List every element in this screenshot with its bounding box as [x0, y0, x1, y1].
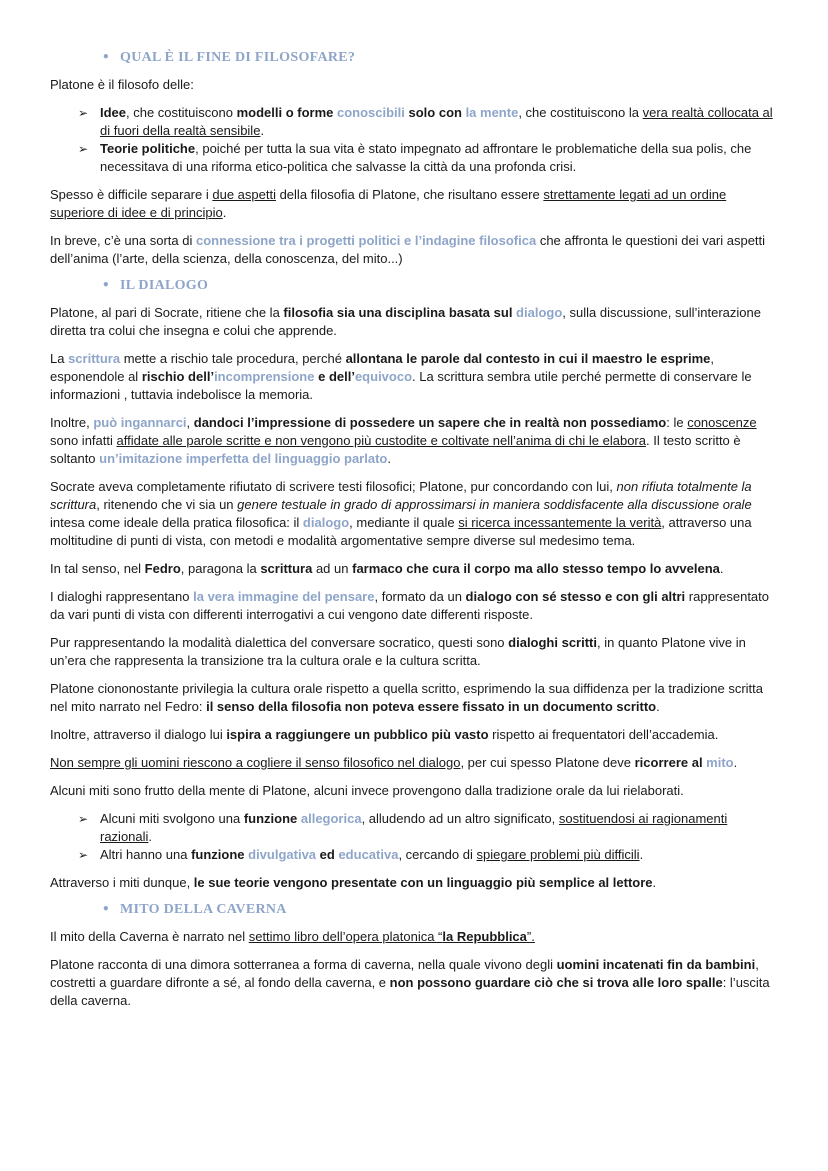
- text-run: connessione tra i progetti politici e l’indagine filosofica: [195, 233, 537, 248]
- text-run: ed: [316, 847, 339, 862]
- paragraph: Platone è il filosofo delle:: [50, 77, 194, 92]
- text-run: .: [652, 875, 657, 890]
- text-run: , cercando di: [398, 847, 477, 862]
- text-run: divulgativa: [248, 847, 317, 862]
- text-run: , in quanto Platone vive in un’era che rappresenta la transizione tra la cultura orale e la cultura scritta.: [50, 635, 746, 668]
- text-run: Inoltre,: [50, 415, 94, 430]
- list-item: [78, 140, 778, 176]
- section-heading: [50, 278, 778, 294]
- text-run: Platone ciononostante privilegia la cultura orale rispetto a quella scritto, esprimendo la sua diffidenza per la tradizione scritta nel mito narrato nel Fedro:: [50, 681, 763, 714]
- text-run: Platone, al pari di Socrate, ritiene che la: [50, 305, 284, 320]
- text-run: rischio dell’: [141, 369, 215, 384]
- text-run: . Il testo scritto è soltanto: [50, 433, 741, 466]
- text-run: della filosofia di Platone, che risultano essere: [275, 187, 544, 202]
- text-run: intesa come ideale della pratica filosofica: il: [50, 515, 303, 530]
- heading-text: MITO DELLA CAVERNA: [120, 902, 287, 917]
- text-run: il senso della filosofia non poteva essere fissato in un documento scritto: [206, 699, 657, 714]
- text-run: Alcuni miti svolgono una: [100, 811, 244, 826]
- text-run: affidate alle parole scritte e non vengono più custodite e coltivate nell’anima di chi le elabora: [116, 433, 646, 448]
- bullet-icon: •: [102, 50, 110, 64]
- text-run: rappresentato da vari punti di vista con differenti interrogativi a cui vengono date differenti risposte.: [50, 589, 770, 622]
- bullet-icon: •: [102, 278, 110, 292]
- paragraph: [50, 680, 778, 716]
- text-run: la mente: [465, 105, 519, 120]
- text-run: .: [387, 451, 391, 466]
- text-run: ”.: [526, 929, 535, 944]
- section-heading: [50, 902, 778, 918]
- paragraph: [50, 754, 778, 772]
- text-run: e dell’: [314, 369, 355, 384]
- paragraph: [50, 350, 778, 404]
- text-run: .: [148, 829, 153, 844]
- text-run: Platone racconta di una dimora sotterranea a forma di caverna, nella quale vivono degli: [50, 957, 557, 972]
- text-run: , sulla discussione, sull’interazione diretta tra colui che insegna e colui che apprende.: [50, 305, 761, 338]
- text-run: Altri hanno una: [100, 847, 192, 862]
- text-run: dialogo: [302, 515, 350, 530]
- text-run: .: [656, 699, 660, 714]
- text-run: conoscibili: [336, 105, 405, 120]
- text-run: Il mito della Caverna è narrato nel: [50, 929, 249, 944]
- text-run: ,: [186, 415, 194, 430]
- text-run: la Repubblica: [442, 929, 527, 944]
- text-run: uomini incatenati fin da bambini: [556, 957, 756, 972]
- text-run: settimo libro dell’opera platonica “: [248, 929, 443, 944]
- text-run: , paragona la: [180, 561, 261, 576]
- text-run: .: [260, 123, 265, 138]
- bullet-list: [50, 104, 778, 176]
- text-run: sostituendosi ai ragionamenti razionali: [100, 811, 728, 844]
- text-run: non possono guardare ciò che si trova alle loro spalle: [389, 975, 723, 990]
- text-run: .: [733, 755, 738, 770]
- text-run: Non sempre gli uomini riescono a cogliere il senso filosofico nel dialogo: [50, 755, 461, 770]
- paragraph: [50, 874, 778, 892]
- text-run: spiegare problemi più difficili: [476, 847, 640, 862]
- list-item: [78, 810, 778, 846]
- paragraph: [50, 232, 778, 268]
- text-run: scrittura: [260, 561, 313, 576]
- paragraph: [50, 186, 778, 222]
- text-run: , attraverso una moltitudine di punti di vista, con metodi e modalità argomentative sempre diverse sul medesimo tema.: [50, 515, 752, 548]
- text-run: dialoghi scritti: [508, 635, 597, 650]
- text-run: Idee: [100, 105, 127, 120]
- text-run: Fedro: [144, 561, 181, 576]
- paragraph: [50, 956, 778, 1010]
- paragraph: [50, 928, 778, 946]
- text-run: allontana le parole dal contesto in cui il maestro le esprime: [345, 351, 711, 366]
- text-run: sono infatti: [50, 433, 117, 448]
- text-run: genere testuale in grado di approssimarsi in maniera soddisfacente alla discussione orale: [237, 497, 752, 512]
- arrow-bullet-icon: ➢: [78, 142, 89, 156]
- paragraph: [50, 634, 778, 670]
- text-run: La: [50, 351, 69, 366]
- text-run: dialogo: [516, 305, 563, 320]
- text-run: equivoco: [354, 369, 413, 384]
- text-run: dialogo con sé stesso e con gli altri: [465, 589, 686, 604]
- bullet-list: [50, 810, 778, 864]
- paragraph: [50, 414, 778, 468]
- text-run: .: [639, 847, 644, 862]
- text-run: che affronta le questioni dei vari aspetti dell’anima (l’arte, della scienza, della conoscenza, del mito...): [50, 233, 766, 266]
- text-run: due aspetti: [212, 187, 276, 202]
- paragraph: [50, 478, 778, 550]
- arrow-bullet-icon: ➢: [78, 812, 89, 826]
- text-run: , per cui spesso Platone deve: [460, 755, 635, 770]
- text-run: dandoci l’impressione di possedere un sapere che in realtà non possediamo: [193, 415, 667, 430]
- paragraph: [50, 588, 778, 624]
- text-run: rispetto ai frequentatori dell’accademia.: [488, 727, 719, 742]
- text-run: Spesso è difficile separare i: [50, 187, 213, 202]
- paragraph: [50, 782, 778, 800]
- text-run: . La scrittura sembra utile perché permette di conservare le informazioni , tuttavia indebolisce la memoria.: [50, 369, 752, 402]
- text-run: .: [719, 561, 724, 576]
- text-run: ispira a raggiungere un pubblico più vasto: [226, 727, 489, 742]
- text-run: funzione: [243, 811, 301, 826]
- text-run: farmaco che cura il corpo ma allo stesso tempo lo avvelena: [352, 561, 720, 576]
- text-run: filosofia sia una disciplina basata sul: [283, 305, 517, 320]
- arrow-bullet-icon: ➢: [78, 848, 89, 862]
- text-run: , mediante il quale: [349, 515, 459, 530]
- list-item-text: [100, 811, 727, 844]
- text-run: , alludendo ad un altro significato,: [361, 811, 559, 826]
- list-item-text: [100, 847, 643, 862]
- text-run: Alcuni miti sono frutto della mente di Platone, alcuni invece provengono dalla tradizione orale da lui rielaborati.: [50, 783, 684, 798]
- text-run: funzione: [191, 847, 249, 862]
- text-run: mito: [706, 755, 734, 770]
- text-run: vera realtà collocata al di fuori della realtà sensibile: [100, 105, 773, 138]
- text-run: solo con: [404, 105, 466, 120]
- text-run: non rifiuta totalmente la scrittura: [50, 479, 752, 512]
- text-run: .: [222, 205, 227, 220]
- text-run: , che costituiscono: [126, 105, 237, 120]
- text-run: : l’uscita della caverna.: [50, 975, 770, 1008]
- text-run: Inoltre, attraverso il dialogo lui: [50, 727, 227, 742]
- text-run: allegorica: [300, 811, 362, 826]
- text-run: modelli o forme: [236, 105, 337, 120]
- text-run: Pur rappresentando la modalità dialettica del conversare socratico, questi sono: [50, 635, 509, 650]
- text-run: mette a rischio tale procedura, perché: [120, 351, 346, 366]
- text-run: In breve, c’è una sorta di: [50, 233, 196, 248]
- arrow-bullet-icon: ➢: [78, 106, 89, 120]
- text-run: , poiché per tutta la sua vita è stato impegnato ad affrontare le problematiche della sua polis, che necessitava di una riforma etico-politica che salvasse la città da una profonda crisi.: [100, 141, 752, 174]
- text-run: può ingannarci: [93, 415, 187, 430]
- text-run: , formato da un: [374, 589, 466, 604]
- text-run: educativa: [338, 847, 399, 862]
- list-item: [78, 104, 778, 140]
- list-item-text: [100, 105, 773, 138]
- paragraph: [50, 560, 778, 578]
- section-heading: [50, 50, 778, 66]
- heading-text: QUAL È IL FINE DI FILOSOFARE?: [120, 50, 356, 65]
- text-run: ad un: [312, 561, 353, 576]
- text-run: : le: [666, 415, 688, 430]
- text-run: la vera immagine del pensare: [193, 589, 375, 604]
- text-run: si ricerca incessantemente la verità: [458, 515, 662, 530]
- heading-text: IL DIALOGO: [120, 278, 209, 293]
- text-run: incomprensione: [214, 369, 315, 384]
- text-run: Attraverso i miti dunque,: [50, 875, 194, 890]
- text-run: le sue teorie vengono presentate con un linguaggio più semplice al lettore: [193, 875, 653, 890]
- text-run: Socrate aveva completamente rifiutato di scrivere testi filosofici; Platone, pur concordando con lui,: [50, 479, 617, 494]
- list-item: [78, 846, 778, 864]
- text-run: , ritenendo che vi sia un: [96, 497, 238, 512]
- text-run: In tal senso, nel: [50, 561, 145, 576]
- text-run: ricorrere al: [634, 755, 707, 770]
- paragraph: [50, 304, 778, 340]
- text-run: scrittura: [68, 351, 121, 366]
- text-run: Teorie politiche: [100, 141, 196, 156]
- text-run: strettamente legati ad un ordine superiore di idee e di principio: [50, 187, 727, 220]
- text-run: un’imitazione imperfetta del linguaggio parlato: [99, 451, 388, 466]
- text-run: conoscenze: [687, 415, 757, 430]
- text-run: I dialoghi rappresentano: [50, 589, 194, 604]
- bullet-icon: •: [102, 902, 110, 916]
- text-run: , costretti a guardare difronte a sé, al fondo della caverna, e: [50, 957, 759, 990]
- text-run: , esponendole al: [50, 351, 715, 384]
- paragraph: [50, 726, 778, 744]
- list-item-text: [100, 141, 751, 174]
- text-run: , che costituiscono la: [518, 105, 643, 120]
